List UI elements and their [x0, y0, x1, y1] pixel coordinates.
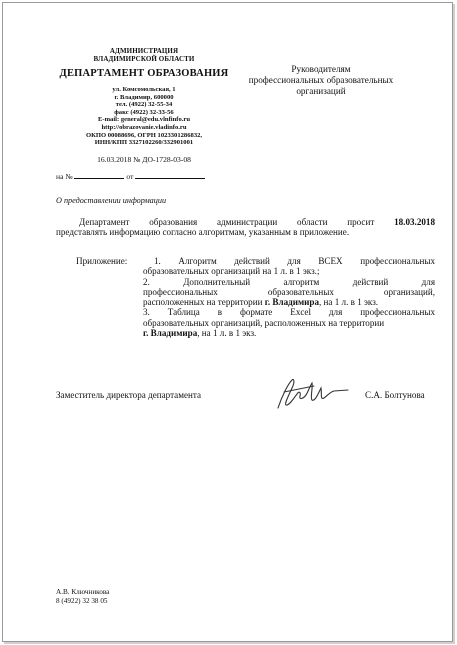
- body-date: 18.03.2018: [394, 217, 435, 227]
- attachment-item-3-line2: образовательных организаций, расположенных на территории: [143, 317, 385, 328]
- address-line: http://obrazovanie.vladinfo.ru: [101, 123, 187, 131]
- address-line: факс (4922) 32-33-56: [114, 108, 174, 116]
- executor-phone: 8 (4922) 32 38 05: [56, 596, 108, 605]
- executor-block: [56, 588, 109, 605]
- letter-body: [56, 217, 435, 238]
- attachment-item-2-line2: профессиональных образовательных организаций,: [143, 286, 435, 297]
- attachment-item-2-suffix: , на 1 л. в 1 экз.: [319, 297, 379, 308]
- signatory-position: Заместитель директора департамента: [56, 390, 201, 400]
- attachment-item-2-line3: [143, 297, 435, 307]
- recipient-line: Руководителям: [291, 64, 351, 74]
- attachment-item-3-suffix: , на 1 л. в 1 экз.: [197, 328, 257, 339]
- body-part2: представлять информацию согласно алгоритмам, указанным в приложение.: [56, 227, 350, 238]
- recipient-line: профессиональных образовательных: [248, 75, 394, 85]
- recipient-line: организаций: [296, 86, 346, 96]
- reference-from: от: [126, 172, 134, 181]
- attachment-item-2-city: г. Владимира: [264, 297, 319, 308]
- address-line: тел. (4922) 32-55-34: [115, 101, 173, 109]
- reference-line: [56, 170, 205, 181]
- address-line: E-mail: general@edu.vlnfinfo.ru: [97, 116, 191, 124]
- attachment-item-1-line2: образовательных организаций на 1 л. в 1 экз.;: [143, 266, 320, 277]
- body-line-1: [56, 217, 435, 227]
- attachment-item-1-line1: 1. Алгоритм действий для ВСЕХ профессиональных: [154, 256, 435, 266]
- signatory-name: С.А. Болтунова: [365, 390, 425, 400]
- reference-number-blank: [74, 170, 124, 179]
- executor-name: А.В. Ключникова: [56, 588, 110, 596]
- reference-date-blank: [135, 170, 205, 179]
- attachment-item-2-prefix: расположенных на территории: [143, 297, 263, 308]
- attachment-item-3-line1: 3. Таблица в формате Excel для профессиональных: [143, 307, 435, 318]
- attachment-list: [143, 256, 435, 338]
- letter-subject: О предоставлении информации: [56, 196, 167, 205]
- handwritten-signature: [270, 374, 352, 414]
- address-line: ИНН/КПП 3327102260/332901001: [94, 139, 194, 147]
- sender-address: [40, 86, 248, 147]
- recipient-block: [248, 64, 394, 97]
- address-line: ул. Комсомольская, 1: [112, 86, 176, 93]
- address-line: ОКПО 00088696, ОГРН 1023301286832,: [85, 131, 203, 139]
- attachment-item-2-line1: 2. Дополнительный алгоритм действий для: [143, 276, 435, 287]
- sender-org-line1: АДМИНИСТРАЦИЯ: [109, 47, 179, 55]
- attachment-item-3-city: г. Владимира: [143, 328, 198, 339]
- reference-prefix: на №: [56, 172, 73, 181]
- address-line: г. Владимир, 600000: [114, 93, 174, 101]
- registration-date-number: 16.03.2018 № ДО-1728-03-08: [97, 155, 191, 164]
- attachment-item-3-line3: [143, 328, 435, 338]
- attachment-label: Приложение:: [76, 256, 128, 266]
- department-title: ДЕПАРТАМЕНТ ОБРАЗОВАНИЯ: [59, 68, 229, 79]
- body-part1: Департамент образования администрации области просит: [79, 217, 375, 227]
- sender-org-line2: ВЛАДИМИРСКОЙ ОБЛАСТИ: [93, 55, 195, 63]
